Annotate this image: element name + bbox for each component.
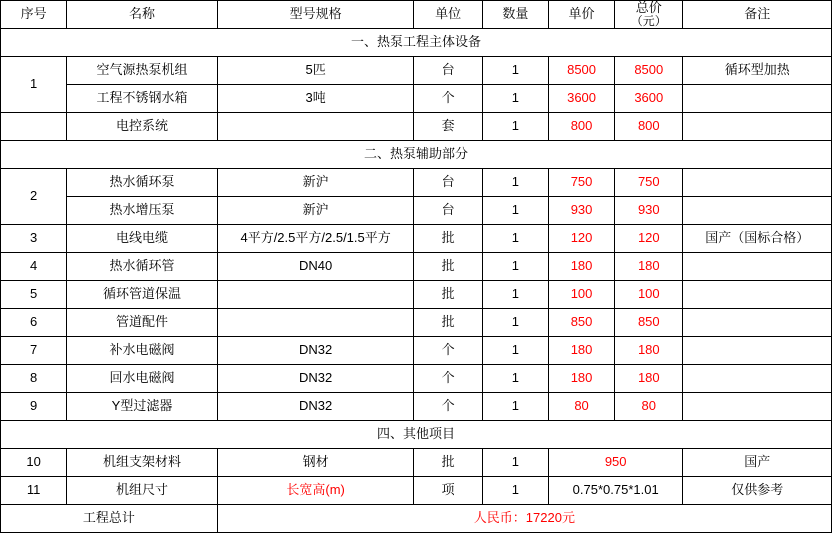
cell-spec: 3吨 — [217, 85, 414, 113]
cell-qty: 1 — [482, 365, 548, 393]
cell-qty: 1 — [482, 337, 548, 365]
cell-qty: 1 — [482, 393, 548, 421]
cell-name: 电线电缆 — [67, 225, 218, 253]
header-cell-qty: 数量 — [482, 1, 548, 29]
cell-unit: 个 — [414, 365, 482, 393]
header-total-line2: （元） — [630, 14, 667, 29]
cell-spec: 新沪 — [217, 169, 414, 197]
cell-note: 仅供参考 — [683, 477, 832, 505]
cell-total: 180 — [615, 337, 683, 365]
table-row — [1, 85, 832, 113]
cell-seq: 2 — [1, 169, 67, 225]
cell-qty: 1 — [482, 225, 548, 253]
cell-unit: 批 — [414, 449, 482, 477]
cell-qty: 1 — [482, 281, 548, 309]
cell-price: 3600 — [548, 85, 614, 113]
header-cell-price: 单价 — [548, 1, 614, 29]
cell-note — [683, 85, 832, 113]
header-cell-note: 备注 — [683, 1, 832, 29]
cell-seq: 9 — [1, 393, 67, 421]
cell-seq: 10 — [1, 449, 67, 477]
cell-name: 管道配件 — [67, 309, 218, 337]
cell-unit: 台 — [414, 57, 482, 85]
cell-spec — [217, 309, 414, 337]
cell-spec: DN40 — [217, 253, 414, 281]
cell-spec: 新沪 — [217, 197, 414, 225]
cell-name: 工程不锈钢水箱 — [67, 85, 218, 113]
cell-name: 机组支架材料 — [67, 449, 218, 477]
header-cell-name: 名称 — [67, 1, 218, 29]
cell-qty: 1 — [482, 85, 548, 113]
grand-total-value: 人民币：17220元 — [217, 505, 831, 533]
section-row-main-equipment — [1, 29, 832, 57]
cell-total: 850 — [615, 309, 683, 337]
cell-unit: 批 — [414, 225, 482, 253]
cell-unit: 台 — [414, 169, 482, 197]
cell-unit: 套 — [414, 113, 482, 141]
cell-note — [683, 281, 832, 309]
table-row — [1, 225, 832, 253]
cell-price: 930 — [548, 197, 614, 225]
cell-qty: 1 — [482, 197, 548, 225]
cell-spec: 长宽高(m) — [217, 477, 414, 505]
table-row — [1, 309, 832, 337]
cell-spec: DN32 — [217, 393, 414, 421]
cell-total: 3600 — [615, 85, 683, 113]
cell-qty: 1 — [482, 169, 548, 197]
cell-price: 80 — [548, 393, 614, 421]
cell-price: 800 — [548, 113, 614, 141]
cell-seq: 8 — [1, 365, 67, 393]
cell-name: 回水电磁阀 — [67, 365, 218, 393]
table-row — [1, 365, 832, 393]
header-cell-spec: 型号规格 — [217, 1, 414, 29]
cell-price: 8500 — [548, 57, 614, 85]
cell-price-total-merged: 950 — [548, 449, 682, 477]
cell-name: 机组尺寸 — [67, 477, 218, 505]
section-title: 一、热泵工程主体设备 — [1, 29, 832, 57]
cell-seq: 11 — [1, 477, 67, 505]
cell-price: 750 — [548, 169, 614, 197]
header-total-line1: 总价 — [635, 0, 662, 16]
cell-total: 750 — [615, 169, 683, 197]
cell-total: 120 — [615, 225, 683, 253]
cell-seq: 3 — [1, 225, 67, 253]
cell-total: 100 — [615, 281, 683, 309]
cell-unit: 个 — [414, 85, 482, 113]
table-row — [1, 113, 832, 141]
header-cell-total — [615, 1, 683, 29]
cell-qty: 1 — [482, 449, 548, 477]
cell-unit: 批 — [414, 253, 482, 281]
cell-note — [683, 113, 832, 141]
cell-note — [683, 393, 832, 421]
cell-price: 100 — [548, 281, 614, 309]
cell-total: 8500 — [615, 57, 683, 85]
cell-unit: 批 — [414, 309, 482, 337]
cell-name: 电控系统 — [67, 113, 218, 141]
cell-unit: 台 — [414, 197, 482, 225]
cell-price: 180 — [548, 337, 614, 365]
table-row — [1, 393, 832, 421]
cell-qty: 1 — [482, 477, 548, 505]
cell-note: 循环型加热 — [683, 57, 832, 85]
cell-spec: DN32 — [217, 365, 414, 393]
table-row — [1, 477, 832, 505]
cell-seq: 6 — [1, 309, 67, 337]
cell-name: 空气源热泵机组 — [67, 57, 218, 85]
cell-note — [683, 253, 832, 281]
cell-spec: 5匹 — [217, 57, 414, 85]
cell-price-total-merged: 0.75*0.75*1.01 — [548, 477, 682, 505]
cell-total: 180 — [615, 365, 683, 393]
grand-total-label: 工程总计 — [1, 505, 218, 533]
cell-total: 180 — [615, 253, 683, 281]
cell-spec: 4平方/2.5平方/2.5/1.5平方 — [217, 225, 414, 253]
cell-note — [683, 197, 832, 225]
section-row-other — [1, 421, 832, 449]
table-row — [1, 337, 832, 365]
cell-price: 120 — [548, 225, 614, 253]
cell-seq — [1, 113, 67, 141]
cell-unit: 批 — [414, 281, 482, 309]
cell-total: 930 — [615, 197, 683, 225]
cell-total: 80 — [615, 393, 683, 421]
cell-seq: 4 — [1, 253, 67, 281]
cell-unit: 个 — [414, 337, 482, 365]
table-row — [1, 169, 832, 197]
cell-spec: 钢材 — [217, 449, 414, 477]
table-row — [1, 281, 832, 309]
section-title: 四、其他项目 — [1, 421, 832, 449]
cell-spec — [217, 281, 414, 309]
cell-name: Y型过滤器 — [67, 393, 218, 421]
cell-seq: 1 — [1, 57, 67, 113]
cell-qty: 1 — [482, 253, 548, 281]
cell-note — [683, 309, 832, 337]
cell-name: 热水增压泵 — [67, 197, 218, 225]
cell-note — [683, 337, 832, 365]
cell-seq: 5 — [1, 281, 67, 309]
cell-qty: 1 — [482, 57, 548, 85]
cell-name: 补水电磁阀 — [67, 337, 218, 365]
cell-price: 850 — [548, 309, 614, 337]
cell-name: 热水循环管 — [67, 253, 218, 281]
cell-qty: 1 — [482, 309, 548, 337]
table-row — [1, 197, 832, 225]
cell-seq: 7 — [1, 337, 67, 365]
cell-price: 180 — [548, 253, 614, 281]
table-row — [1, 57, 832, 85]
table-row — [1, 449, 832, 477]
cell-unit: 项 — [414, 477, 482, 505]
cell-note: 国产（国标合格） — [683, 225, 832, 253]
table-footer-row — [1, 505, 832, 533]
cell-note — [683, 169, 832, 197]
cell-spec: DN32 — [217, 337, 414, 365]
cell-note: 国产 — [683, 449, 832, 477]
header-cell-seq: 序号 — [1, 1, 67, 29]
cell-name: 热水循环泵 — [67, 169, 218, 197]
table-header-row — [1, 1, 832, 29]
header-cell-unit: 单位 — [414, 1, 482, 29]
cell-unit: 个 — [414, 393, 482, 421]
section-row-auxiliary — [1, 141, 832, 169]
cell-total: 800 — [615, 113, 683, 141]
cell-price: 180 — [548, 365, 614, 393]
table-row — [1, 253, 832, 281]
cell-qty: 1 — [482, 113, 548, 141]
cell-name: 循环管道保温 — [67, 281, 218, 309]
section-title: 二、热泵辅助部分 — [1, 141, 832, 169]
cell-note — [683, 365, 832, 393]
cell-spec — [217, 113, 414, 141]
